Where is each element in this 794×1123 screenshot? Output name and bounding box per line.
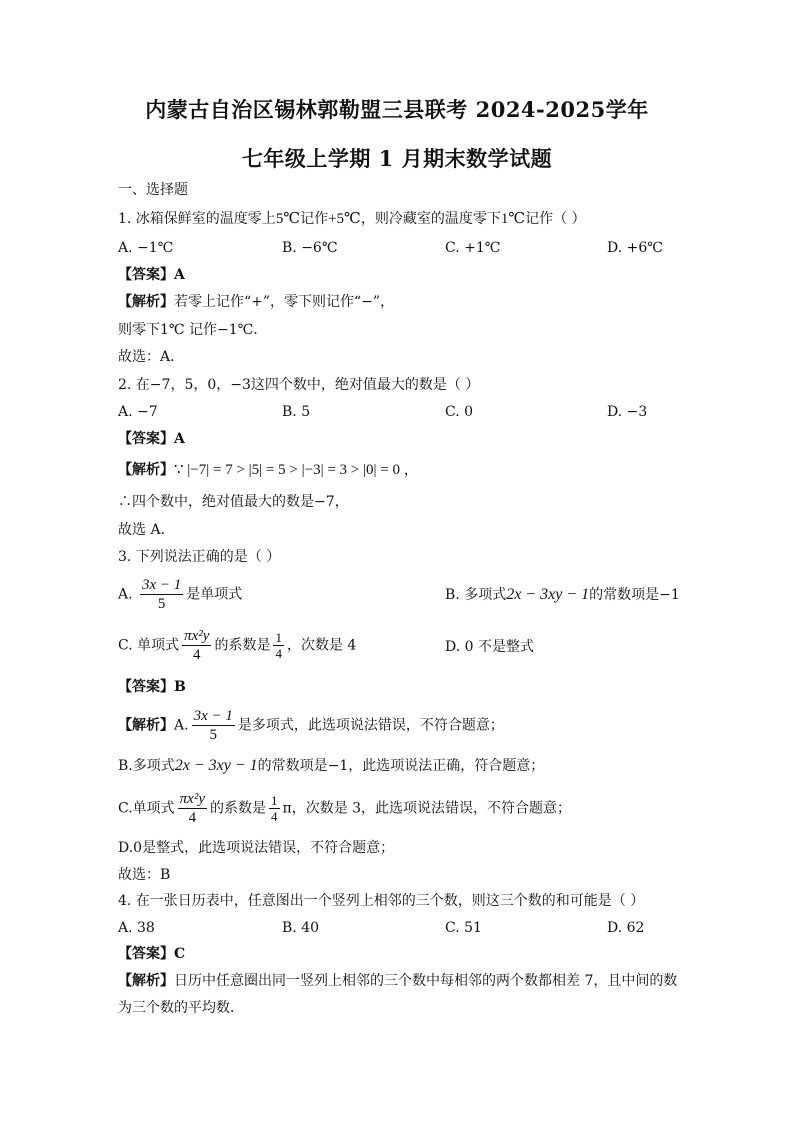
q1-analysis-1 bbox=[118, 292, 394, 312]
q3-analysis-b-expr: 2x − 3xy − 1 bbox=[174, 757, 258, 774]
q4-analysis-text-1: 日历中任意圈出同一竖列上相邻的三个数中每相邻的两个数都相差 7，且中间的数 bbox=[174, 973, 678, 989]
q2-conclusion: 故选 A． bbox=[118, 522, 175, 538]
q3-analysis-b bbox=[118, 756, 544, 776]
q4-analysis-1 bbox=[118, 971, 677, 991]
q3-analysis-c-fraction bbox=[178, 790, 207, 827]
q3-option-b-expr: 2x − 3xy − 1 bbox=[506, 586, 590, 603]
q3-option-c-coef-den: 4 bbox=[275, 646, 282, 661]
q3-option-a bbox=[118, 576, 242, 613]
q3-option-a-denominator: 5 bbox=[157, 596, 166, 612]
q3-option-c-denominator: 4 bbox=[193, 647, 201, 663]
q3-analysis-c-coef-num: 1 bbox=[271, 793, 278, 808]
exam-title-line2: 七年级上学期 1 月期末数学试题 bbox=[241, 146, 553, 171]
q4-answer: 【答案】C bbox=[118, 946, 186, 962]
q3-analysis-c-mid: 的系数是 bbox=[210, 800, 266, 817]
q4-stem: 4. 在一张日历表中，任意图出一个竖列上相邻的三个数，则这三个数的和可能是（ ） bbox=[118, 893, 645, 909]
q2-analysis-2: ∴四个数中，绝对值最大的数是−7， bbox=[118, 494, 349, 510]
q1-stem bbox=[118, 209, 586, 229]
q1-option-c: C. +1℃ bbox=[445, 240, 501, 256]
q3-analysis-a bbox=[118, 707, 504, 744]
q3-option-c-fraction bbox=[182, 627, 211, 664]
q3-analysis-c-text: π，次数是 3，此选项说法错误，不符合题意； bbox=[282, 800, 572, 817]
q3-option-a-numerator: 3x − 1 bbox=[142, 577, 182, 593]
q1-option-a: A. −1℃ bbox=[118, 240, 174, 256]
q3-stem: 3. 下列说法正确的是（ ） bbox=[118, 549, 281, 565]
q1-option-d: D. +6℃ bbox=[607, 240, 663, 256]
q2-analysis-math: ∵ |−7| = 7 > |5| = 5 > |−3| = 3 > |0| = 0 ， bbox=[174, 462, 419, 478]
q3-analysis-c-denominator: 4 bbox=[188, 810, 197, 826]
q3-analysis-a-label: A. bbox=[174, 717, 189, 734]
q1-stem-mid: 记作 bbox=[300, 211, 329, 227]
q3-analysis-label: 【解析】 bbox=[118, 717, 174, 734]
q3-analysis-b-label: B.多项式 bbox=[118, 758, 175, 774]
q3-conclusion: 故选：B bbox=[118, 867, 171, 883]
q3-option-d: D. 0 不是整式 bbox=[445, 639, 534, 655]
q3-option-b-text: 的常数项是−1 bbox=[589, 587, 680, 603]
q3-option-a-fraction bbox=[140, 576, 183, 613]
q1-conclusion: 故选：A． bbox=[118, 349, 185, 365]
exam-title-line1: 内蒙古自治区锡林郭勒盟三县联考 2024-2025学年 bbox=[145, 97, 649, 122]
q3-analysis-c-label: C.单项式 bbox=[118, 800, 175, 817]
q2-analysis-label: 【解析】 bbox=[118, 462, 174, 478]
q3-option-c-label: C. 单项式 bbox=[118, 637, 180, 654]
q4-option-d: D. 62 bbox=[607, 920, 645, 936]
q2-answer: 【答案】A bbox=[118, 431, 185, 447]
q3-option-c-numerator: πx²y bbox=[184, 628, 210, 644]
q3-option-a-label: A. bbox=[118, 586, 133, 603]
q4-analysis-label: 【解析】 bbox=[118, 973, 174, 989]
q1-analysis-2: 则零下1℃ 记作−1℃． bbox=[118, 322, 268, 338]
q1-option-b: B. −6℃ bbox=[282, 240, 338, 256]
q3-analysis-a-fraction bbox=[192, 707, 235, 744]
q2-option-a: A. −7 bbox=[118, 404, 158, 420]
q1-stem-mid2: ，则冷藏室的温度零下 bbox=[360, 211, 501, 227]
q4-analysis-2: 为三个数的平均数． bbox=[118, 1000, 244, 1016]
q1-answer: 【答案】A bbox=[118, 267, 185, 283]
q1-analysis-label: 【解析】 bbox=[118, 294, 174, 310]
q3-analysis-c-coef bbox=[269, 793, 280, 824]
q3-option-b-label: B. 多项式 bbox=[445, 587, 507, 603]
q3-analysis-a-numerator: 3x − 1 bbox=[193, 708, 233, 724]
q3-analysis-c-coef-den: 4 bbox=[271, 809, 278, 824]
q2-option-c: C. 0 bbox=[445, 404, 474, 420]
q3-analysis-b-text: 的常数项是−1，此选项说法正确，符合题意； bbox=[257, 758, 545, 774]
q1-stem-pre: 1. 冰箱保鲜室的温度零上 bbox=[118, 211, 276, 227]
q4-option-c: C. 51 bbox=[445, 920, 482, 936]
q3-option-a-text: 是单项式 bbox=[186, 586, 243, 603]
q2-analysis-1 bbox=[118, 460, 419, 480]
q3-option-c bbox=[118, 627, 356, 664]
q2-option-b: B. 5 bbox=[282, 404, 311, 420]
q1-stem-post: 记作（ ） bbox=[525, 211, 586, 227]
q3-analysis-a-denominator: 5 bbox=[209, 727, 217, 743]
q3-option-b bbox=[445, 585, 680, 605]
q3-analysis-a-text: 是多项式，此选项说法错误，不符合题意； bbox=[237, 717, 504, 734]
q3-analysis-c-numerator: πx²y bbox=[179, 791, 205, 807]
q3-option-c-coef-num: 1 bbox=[275, 630, 282, 645]
q4-option-b: B. 40 bbox=[282, 920, 320, 936]
q3-option-c-coef bbox=[273, 630, 284, 661]
q3-option-c-mid: 的系数是 bbox=[214, 637, 271, 654]
q2-option-d: D. −3 bbox=[607, 404, 648, 420]
q3-answer: 【答案】B bbox=[118, 679, 186, 695]
q3-analysis-c bbox=[118, 790, 571, 827]
q1-stem-math1: 5℃ bbox=[275, 211, 301, 227]
q4-option-a: A. 38 bbox=[118, 920, 155, 936]
section-heading: 一、选择题 bbox=[118, 182, 188, 198]
q2-stem: 2. 在−7，5，0，−3这四个数中，绝对值最大的数是（ ） bbox=[118, 377, 480, 393]
q1-analysis-text-1: 若零上记作“+”，零下则记作“−”， bbox=[174, 294, 395, 310]
q3-option-c-text: ，次数是 4 bbox=[286, 637, 357, 654]
q3-analysis-d: D.0是整式，此选项说法错误，不符合题意； bbox=[118, 840, 395, 856]
q1-stem-math2: +5℃ bbox=[328, 211, 361, 227]
q1-stem-math3: 1℃ bbox=[500, 211, 526, 227]
